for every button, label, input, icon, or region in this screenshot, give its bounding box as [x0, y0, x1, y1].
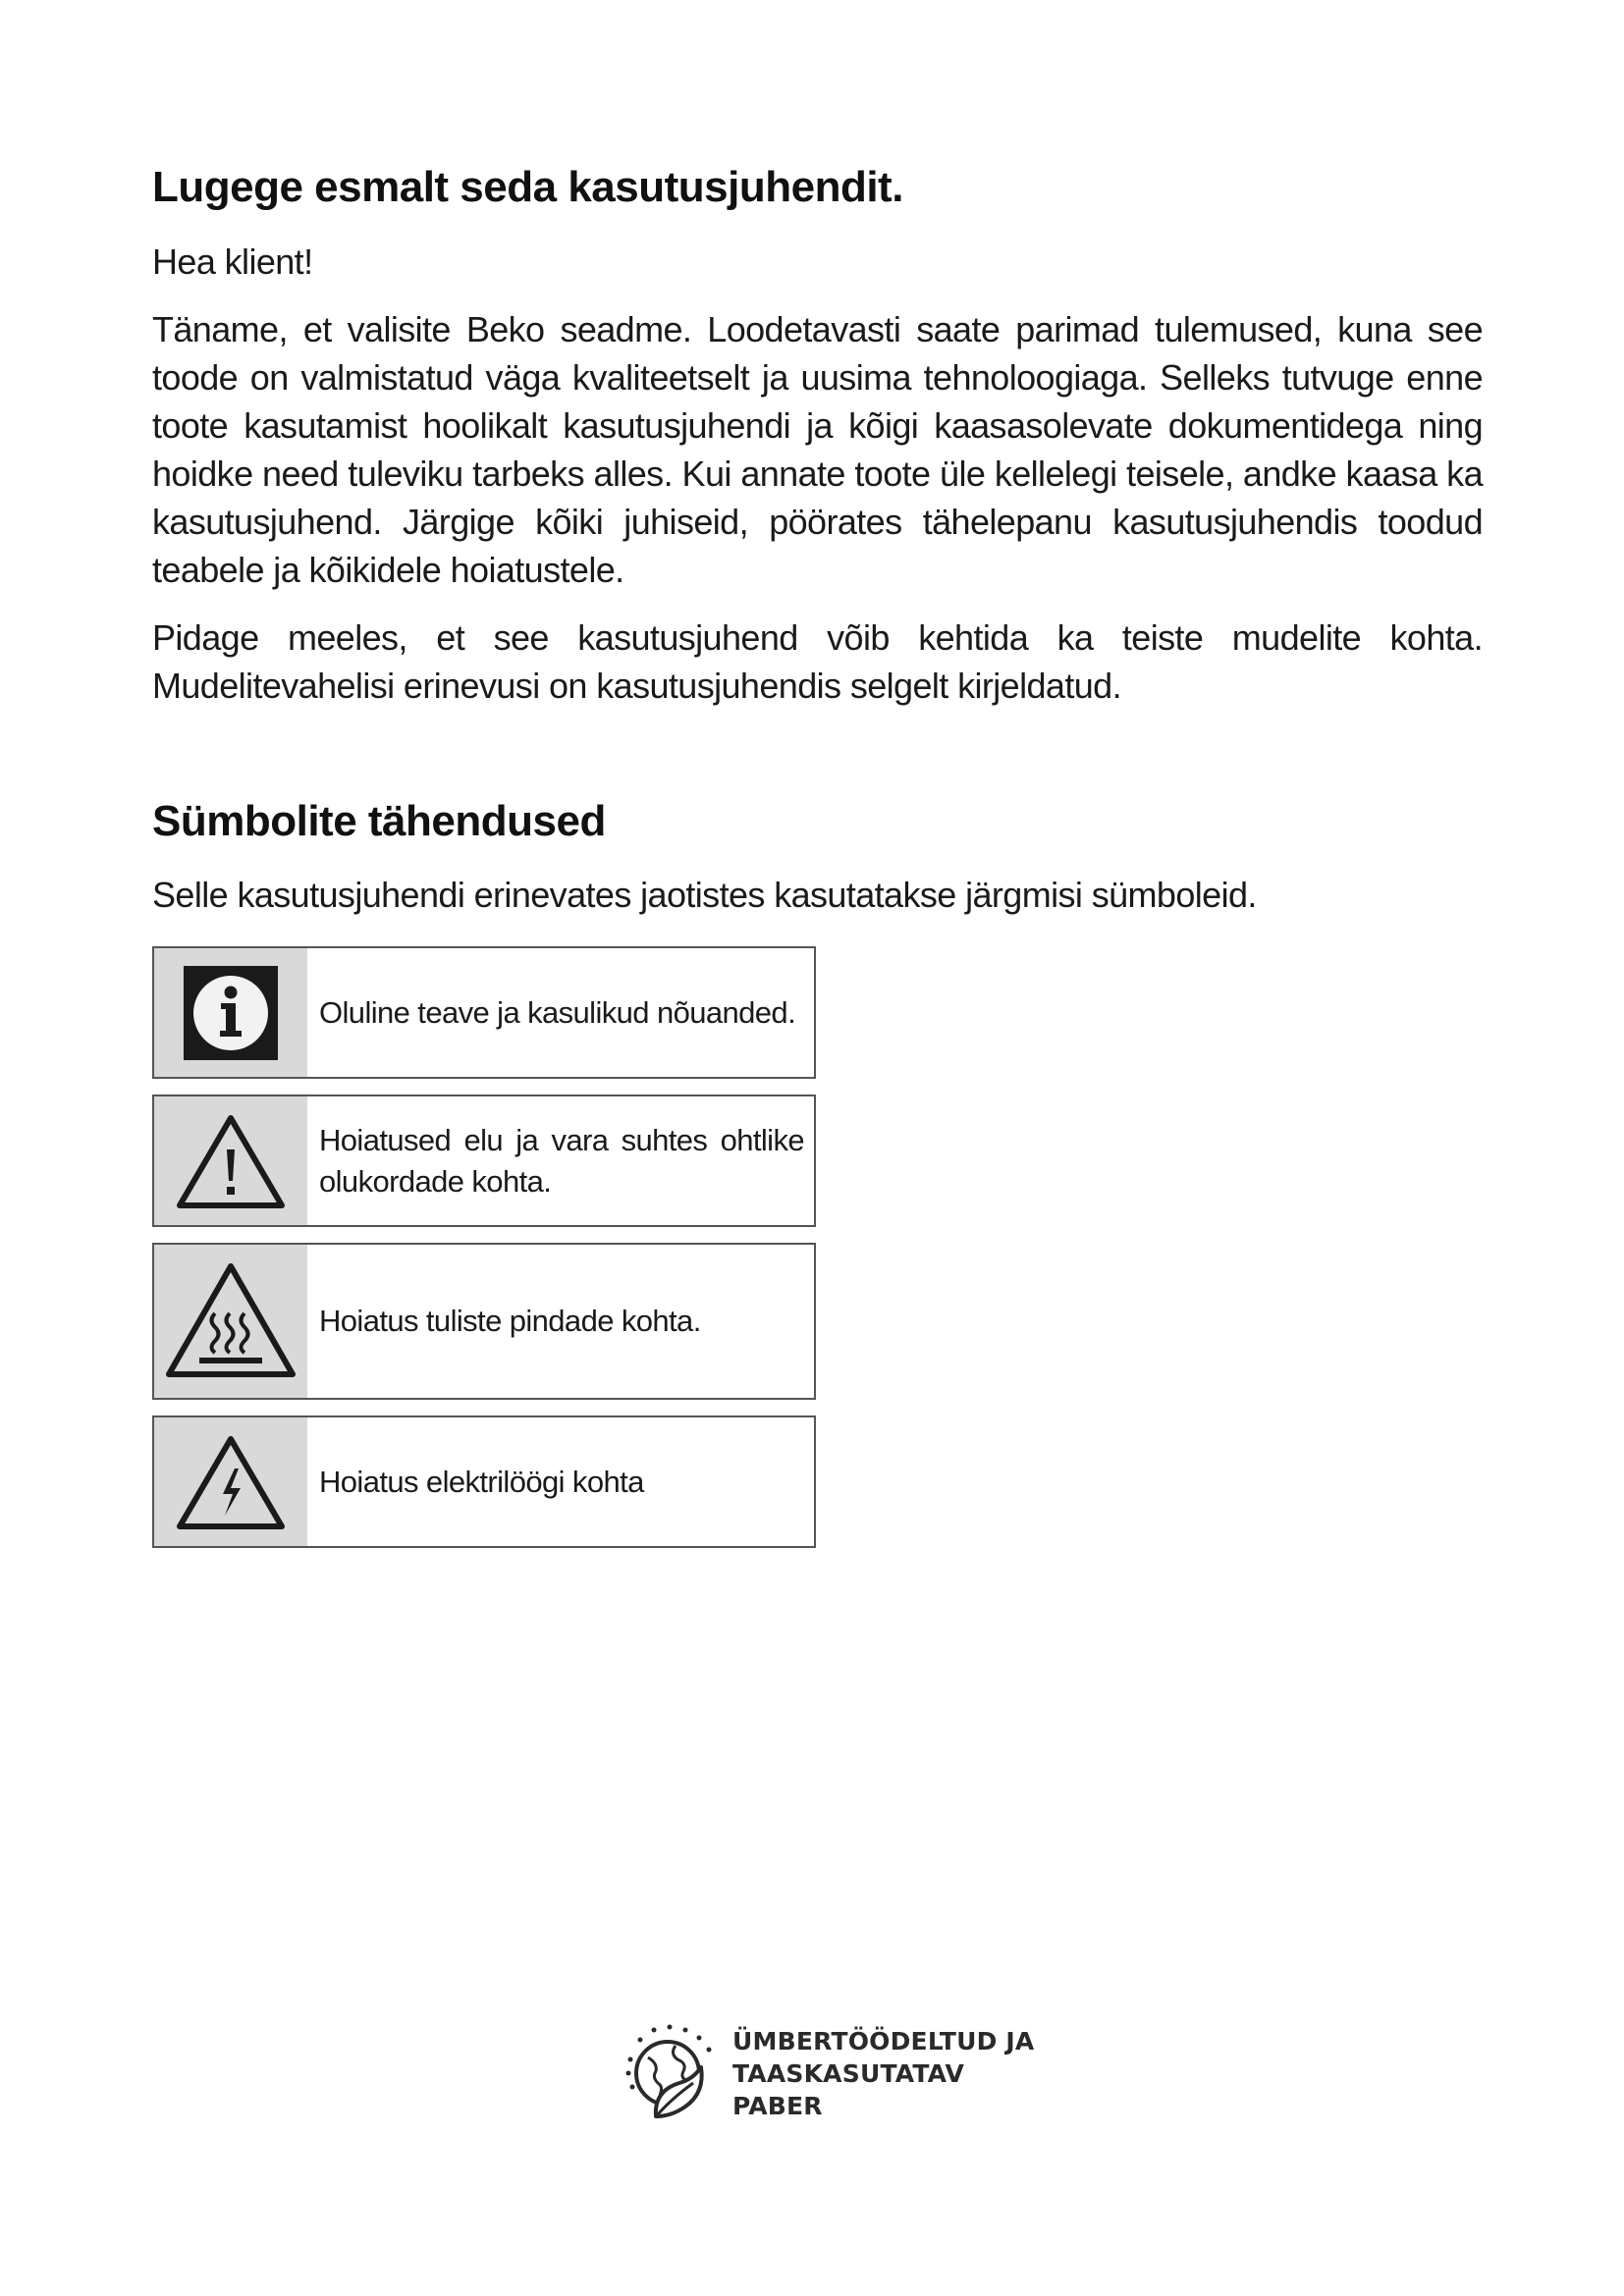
symbol-text-info: Oluline teave ja kasulikud nõuanded. — [319, 994, 796, 1030]
hot-surface-icon — [154, 1245, 307, 1398]
symbol-row-warning — [152, 1095, 816, 1227]
warning-icon — [154, 1096, 307, 1225]
symbol-row-info — [152, 946, 816, 1079]
symbol-text-electric-shock: Hoiatus elektrilöögi kohta — [319, 1464, 644, 1499]
logo-line-3: PABER — [732, 2091, 823, 2120]
greeting: Hea klient! — [152, 240, 313, 282]
electric-shock-icon — [154, 1417, 307, 1546]
recycled-paper-label — [732, 2025, 1034, 2122]
symbol-text-warning: Hoiatused elu ja vara suhtes ohtlike olukordade kohta. — [319, 1122, 804, 1199]
symbol-row-electric-shock — [152, 1415, 816, 1548]
page-title: Lugege esmalt seda kasutusjuhendit. — [152, 163, 903, 211]
symbol-row-hot-surface — [152, 1243, 816, 1400]
symbols-table — [152, 946, 816, 1548]
symbols-section-intro: Selle kasutusjuhendi erinevates jaotistes kasutatakse järgmisi sümboleid. — [152, 875, 1257, 916]
recycled-globe-leaf-icon — [617, 2022, 719, 2124]
symbol-text-hot-surface: Hoiatus tuliste pindade kohta. — [319, 1304, 701, 1339]
logo-line-2: TAASKASUTATAV — [732, 2058, 965, 2088]
recycled-paper-logo — [617, 2022, 1034, 2124]
info-icon — [154, 948, 307, 1077]
symbols-section-title: Sümbolite tähendused — [152, 796, 606, 845]
paragraph-models: Pidage meeles, et see kasutusjuhend võib kehtida ka teiste mudelite kohta. Mudelitevahelisi erinevusi on kasutusjuhendis selgelt kirjeldatud. — [152, 616, 1483, 706]
page-content — [152, 162, 1483, 1564]
logo-line-1: ÜMBERTÖÖDELTUD JA — [732, 2026, 1035, 2056]
paragraph-intro: Täname, et valisite Beko seadme. Loodetavasti saate parimad tulemused, kuna see toode on valmistatud väga kvaliteetselt ja uusima tehnoloogiaga. Selleks tutvuge enne toote kasutamist hoolikalt kasutusjuhendi ja kõigi kaasasolevate dokumentidega ning hoidke need tuleviku tarbeks alles. Kui annate toote üle kellelegi teisele, andke kaasa ka kasutusjuhend. Järgige kõiki juhiseid, pöörates tähelepanu kasutusjuhendis toodud teabele ja kõikidele hoiatustele. — [152, 308, 1483, 590]
